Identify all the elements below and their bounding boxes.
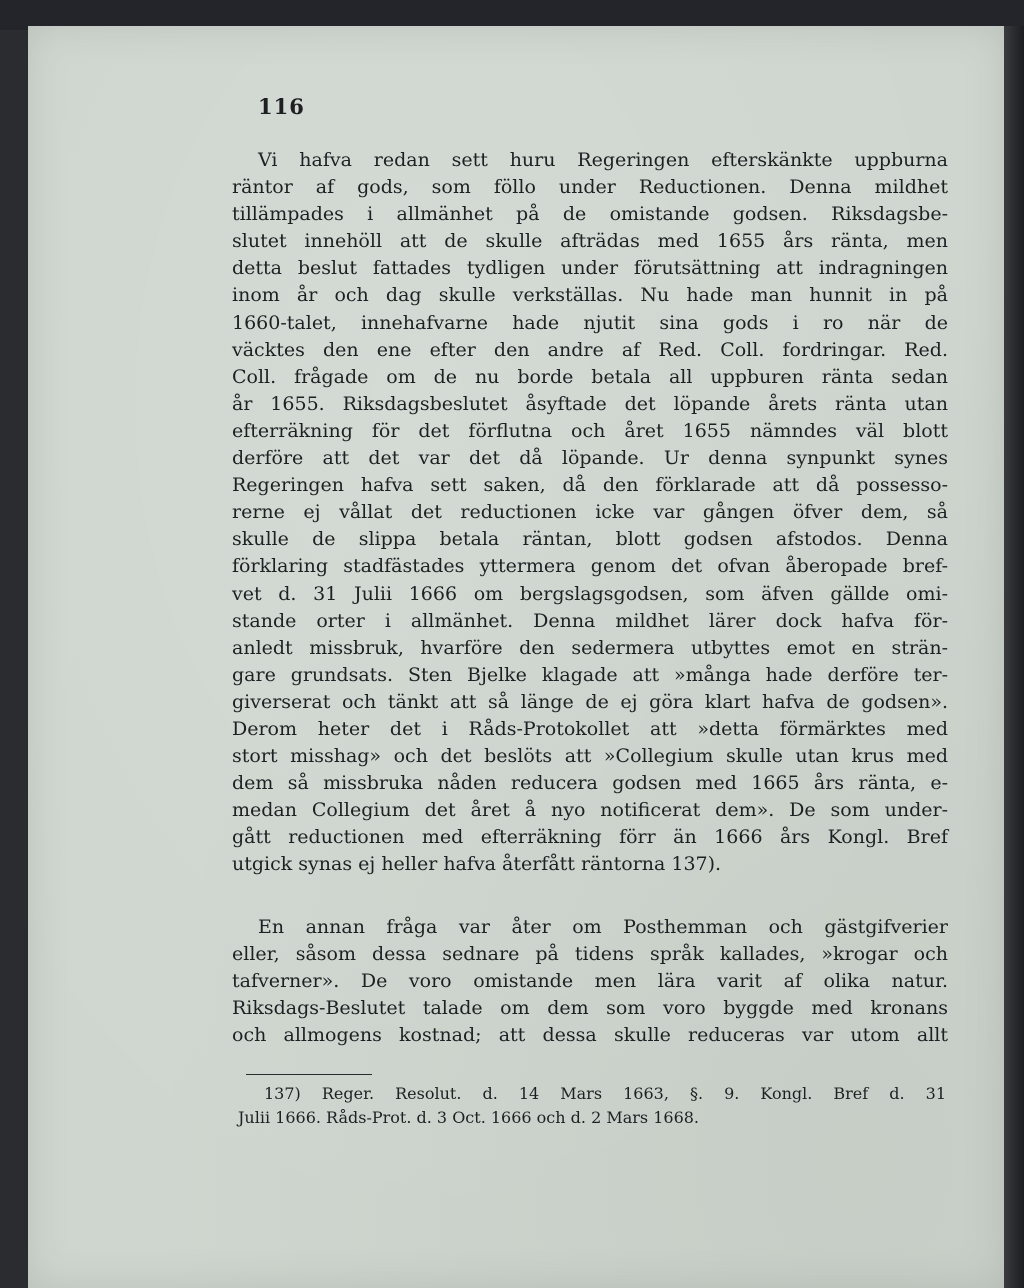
text-line: giverserat och tänkt att så länge de ej göra klart hafva de godsen». xyxy=(232,690,948,713)
text-line: slutet innehöll att de skulle afträdas med 1655 års ränta, men xyxy=(232,230,948,253)
text-line: derföre att det var det då löpande. Ur denna synpunkt synes xyxy=(232,447,948,470)
text-line: eller, såsom dessa sednare på tidens språk kallades, »krogar och xyxy=(232,943,948,966)
text-line: medan Collegium det året å nyo notificerat dem». De som under- xyxy=(232,799,948,822)
text-line: skulle de slippa betala räntan, blott godsen afstodos. Denna xyxy=(232,528,948,551)
footnote-line: 137) Reger. Resolut. d. 14 Mars 1663, §. 9. Kongl. Bref d. 31 xyxy=(264,1084,946,1103)
text-line: Derom heter det i Råds-Protokollet att »detta förmärktes med xyxy=(232,717,948,740)
text-line: Coll. frågade om de nu borde betala all uppburen ränta sedan xyxy=(232,365,948,388)
text-line: dem så missbruka nåden reducera godsen med 1665 års ränta, e- xyxy=(232,772,948,795)
text-line: år 1655. Riksdagsbeslutet åsyftade det löpande årets ränta utan xyxy=(232,392,948,415)
paragraph-2 xyxy=(232,914,948,1049)
footnote-divider xyxy=(246,1074,372,1075)
text-line: förklaring stadfästades yttermera genom det ofvan åberopade bref- xyxy=(232,555,948,578)
text-line: tafverner». De voro omistande men lära varit af olika natur. xyxy=(232,970,948,993)
text-line: utgick synas ej heller hafva återfått räntorna 137). xyxy=(232,853,722,876)
text-line: En annan fråga var åter om Posthemman och gästgifverier xyxy=(258,916,948,938)
page-edge-shadow xyxy=(1004,26,1024,1288)
text-line: detta beslut fattades tydligen under förutsättning att indragningen xyxy=(232,257,948,280)
text-line: Vi hafva redan sett huru Regeringen efterskänkte uppburna xyxy=(258,149,948,171)
text-line: stort misshag» och det beslöts att »Collegium skulle utan krus med xyxy=(232,745,948,768)
text-line: väcktes den ene efter den andre af Red. Coll. fordringar. Red. xyxy=(232,338,948,361)
footnote xyxy=(238,1082,946,1130)
text-line: vet d. 31 Julii 1666 om bergslagsgodsen, som äfven gällde omi- xyxy=(232,582,948,605)
footnote-line: Julii 1666. Råds-Prot. d. 3 Oct. 1666 och d. 2 Mars 1668. xyxy=(238,1108,700,1127)
text-line: efterräkning för det förflutna och året 1655 nämndes väl blott xyxy=(232,419,948,442)
page-number: 116 xyxy=(258,94,305,119)
text-line: Regeringen hafva sett saken, då den förklarade att då possesso- xyxy=(232,474,948,497)
text-line: och allmogens kostnad; att dessa skulle reduceras var utom allt xyxy=(232,1024,948,1047)
text-line: rerne ej vållat det reductionen icke var gången öfver dem, så xyxy=(232,501,948,524)
text-line: 1660-talet, innehafvarne hade njutit sina gods i ro när de xyxy=(232,311,948,334)
text-line: Riksdags-Beslutet talade om dem som voro byggde med kronans xyxy=(232,997,948,1020)
text-line: räntor af gods, som föllo under Reductionen. Denna mildhet xyxy=(232,176,948,199)
text-line: tillämpades i allmänhet på de omistande godsen. Riksdagsbe- xyxy=(232,203,948,226)
text-line: inom år och dag skulle verkställas. Nu hade man hunnit in på xyxy=(232,284,948,307)
text-line: gare grundsats. Sten Bjelke klagade att »många hade derföre ter- xyxy=(232,663,948,686)
paragraph-1 xyxy=(232,147,948,879)
text-line: stande orter i allmänhet. Denna mildhet lärer dock hafva för- xyxy=(232,609,948,632)
text-line: anledt missbruk, hvarföre den sedermera utbyttes emot en strän- xyxy=(232,636,948,659)
text-line: gått reductionen med efterräkning förr än 1666 års Kongl. Bref xyxy=(232,826,948,849)
